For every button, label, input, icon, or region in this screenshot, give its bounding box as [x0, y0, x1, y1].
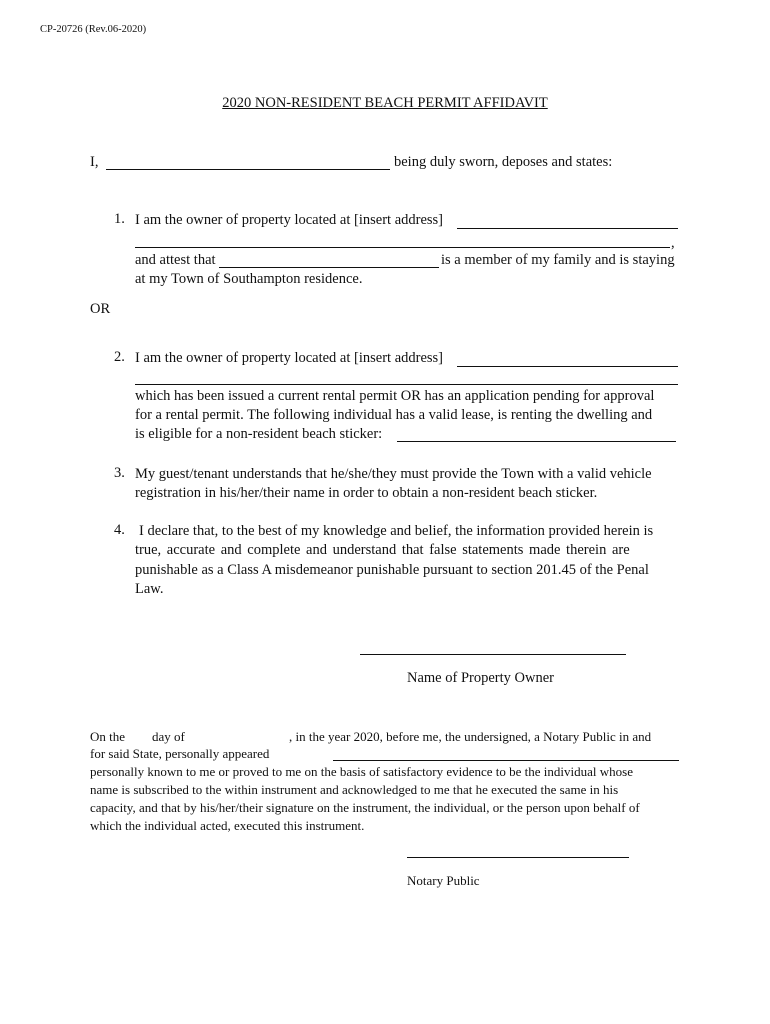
item-2-lead: I am the owner of property located at [insert address]	[135, 350, 444, 366]
notary-signature-label: Notary Public	[407, 873, 480, 888]
notary-line-4: name is subscribed to the within instrument and acknowledged to me that he executed the same in his	[90, 782, 619, 797]
item-2-number: 2.	[114, 349, 125, 365]
item-3-number: 3.	[114, 465, 125, 481]
item-1-address-field-1[interactable]	[457, 228, 678, 229]
item-2-line-3: is eligible for a non-resident beach sticker:	[135, 426, 383, 442]
item-2-line-1: which has been issued a current rental permit OR has an application pending for approval	[135, 388, 655, 404]
intro-prefix: I,	[90, 154, 99, 170]
or-label: OR	[90, 301, 111, 317]
item-4-line-3: punishable as a Class A misdemeanor punishable pursuant to section 201.45 of the Penal	[135, 562, 649, 578]
item-2-address-field-2[interactable]	[135, 384, 678, 385]
page-title: 2020 NON-RESIDENT BEACH PERMIT AFFIDAVIT	[222, 95, 548, 111]
item-1-number: 1.	[114, 211, 125, 227]
affiant-name-field[interactable]	[106, 169, 390, 170]
item-1-residence: at my Town of Southampton residence.	[135, 271, 363, 287]
item-2-line-2: for a rental permit. The following individual has a valid lease, is renting the dwelling and	[135, 407, 653, 423]
item-1-lead: I am the owner of property located at [insert address]	[135, 212, 444, 228]
item-1-attest-suffix: is a member of my family and is staying	[441, 252, 675, 268]
item-4-line-4: Law.	[135, 581, 164, 597]
item-4-line-1: I declare that, to the best of my knowledge and belief, the information provided herein is	[139, 523, 654, 539]
intro-suffix: being duly sworn, deposes and states:	[394, 154, 613, 170]
notary-line-3: personally known to me or proved to me on the basis of satisfactory evidence to be the individual whose	[90, 764, 633, 779]
notary-state-appeared: for said State, personally appeared	[90, 746, 270, 761]
tenant-name-field[interactable]	[397, 441, 676, 442]
item-1-address-field-2[interactable]	[135, 247, 670, 248]
appeared-person-field[interactable]	[333, 760, 679, 761]
notary-line-5: capacity, and that by his/her/their signature on the instrument, the individual, or the person upon behalf of	[90, 800, 640, 815]
item-3-line-1: My guest/tenant understands that he/she/they must provide the Town with a valid vehicle	[135, 466, 652, 482]
notary-on-the: On the	[90, 729, 126, 744]
notary-line-6: which the individual acted, executed this instrument.	[90, 818, 365, 833]
item-1-comma: ,	[671, 235, 675, 251]
item-3-line-2: registration in his/her/their name in order to obtain a non-resident beach sticker.	[135, 485, 598, 501]
notary-year-text: , in the year 2020, before me, the undersigned, a Notary Public in and	[289, 729, 652, 744]
item-4-number: 4.	[114, 522, 125, 538]
notary-day-of: day of	[152, 729, 185, 744]
family-member-field[interactable]	[219, 267, 439, 268]
owner-signature-label: Name of Property Owner	[407, 670, 554, 686]
item-2-address-field-1[interactable]	[457, 366, 678, 367]
form-number: CP-20726 (Rev.06-2020)	[40, 24, 147, 35]
item-4-line-2: true, accurate and complete and understand that false statements made therein are	[135, 542, 630, 558]
item-1-attest-prefix: and attest that	[135, 252, 216, 268]
owner-signature-line[interactable]	[360, 654, 626, 655]
notary-signature-line[interactable]	[407, 857, 629, 858]
